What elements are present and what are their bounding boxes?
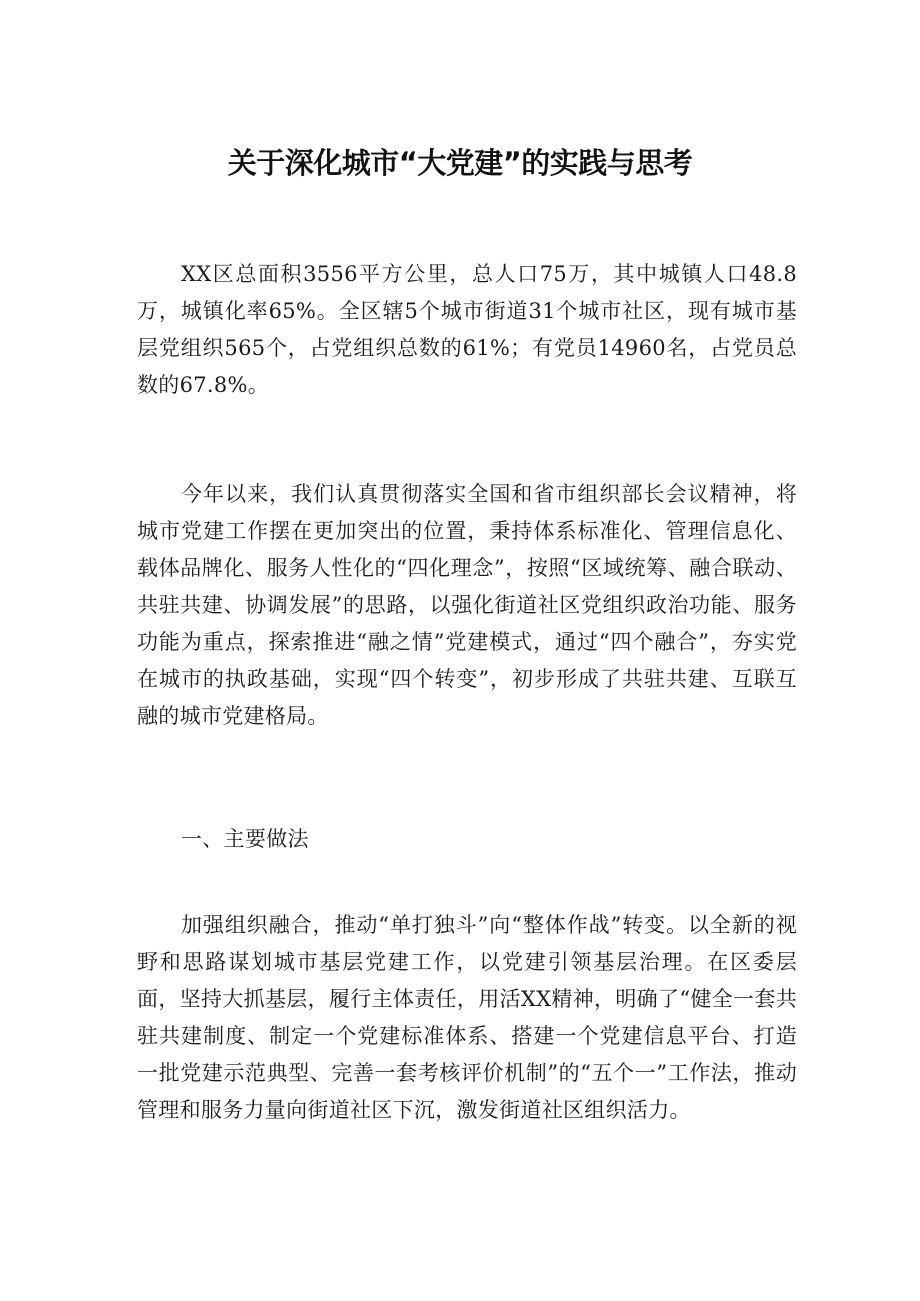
paragraph-introduction: 今年以来，我们认真贯彻落实全国和省市组织部长会议精神，将城市党建工作摆在更加突出的位置，秉持体系标准化、管理信息化、载体品牌化、服务人性化的“四化理念”，按照“区域统筹、融合联动、共驻共建、协调发展”的思路，以强化街道社区党组织政治功能、服务功能为重点，探索推进“融之情”党建模式，通过“四个融合”，夯实党在城市的执政基础，实现“四个转变”，初步形成了共驻共建、互联互融的城市党建格局。 [137,482,797,728]
section-heading: 一、主要做法 [181,827,309,851]
document-title: 关于深化城市“大党建”的实践与思考 [227,146,693,181]
paragraph-overview: XX区总面积3556平方公里，总人口75万，其中城镇人口48.8万，城镇化率65%。全区辖5个城市街道31个城市社区，现有城市基层党组织565个，占党组织总数的61%；有党员14960名，占党员总数的67.8%。 [137,262,797,397]
paragraph-section-body: 加强组织融合，推动“单打独斗”向“整体作战”转变。以全新的视野和思路谋划城市基层党建工作，以党建引领基层治理。在区委层面，坚持大抓基层，履行主体责任，用活XX精神，明确了“健全一套共驻共建制度、制定一个党建标准体系、搭建一个党建信息平台、打造一批党建示范典型、完善一套考核评价机制”的“五个一”工作法，推动管理和服务力量向街道社区下沉，激发街道社区组织活力。 [137,913,797,1122]
